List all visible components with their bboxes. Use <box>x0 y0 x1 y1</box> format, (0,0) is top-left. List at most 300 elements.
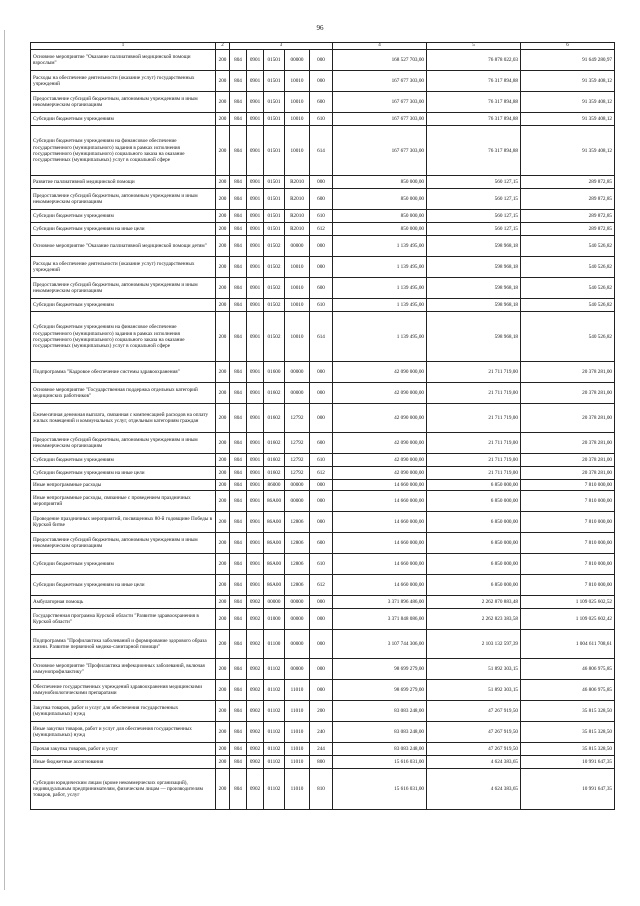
executed-amount: 76 317 894,88 <box>427 113 521 126</box>
direction-code: 00000 <box>285 236 310 257</box>
admin-code: 200 <box>216 722 230 743</box>
remainder-amount: 7 810 000,00 <box>521 533 615 554</box>
section-code: 804 <box>230 512 247 533</box>
direction-code: 10010 <box>285 299 310 312</box>
expense-type-code: 600 <box>310 278 333 299</box>
table-row <box>31 596 615 609</box>
admin-code: 200 <box>216 480 230 491</box>
expense-type-code: 000 <box>310 257 333 278</box>
direction-code: 10010 <box>285 71 310 92</box>
section-code: 804 <box>230 491 247 512</box>
program-code: 01102 <box>264 701 285 722</box>
expense-type-code: 610 <box>310 113 333 126</box>
remainder-amount: 540 526,82 <box>521 236 615 257</box>
executed-amount: 598 968,18 <box>427 278 521 299</box>
remainder-amount: 20 378 281,00 <box>521 467 615 480</box>
direction-code: 00000 <box>285 50 310 71</box>
admin-code: 200 <box>216 659 230 680</box>
subsection-code: 0902 <box>247 769 264 810</box>
admin-code: 200 <box>216 756 230 769</box>
program-code: 01502 <box>264 236 285 257</box>
subsection-code: 0901 <box>247 113 264 126</box>
remainder-amount: 540 526,82 <box>521 312 615 362</box>
direction-code: 11010 <box>285 701 310 722</box>
executed-amount: 2 262 823 383,58 <box>427 609 521 630</box>
expense-type-code: 612 <box>310 467 333 480</box>
admin-code: 200 <box>216 383 230 404</box>
program-code: 01501 <box>264 126 285 176</box>
section-code: 804 <box>230 210 247 223</box>
col-header-5: 5 <box>427 43 521 50</box>
program-code: 01102 <box>264 659 285 680</box>
remainder-amount: 7 810 000,00 <box>521 512 615 533</box>
expense-type-code: 600 <box>310 92 333 113</box>
executed-amount: 2 103 132 597,39 <box>427 630 521 659</box>
subsection-code: 0901 <box>247 210 264 223</box>
remainder-amount: 20 378 281,00 <box>521 383 615 404</box>
section-code: 804 <box>230 278 247 299</box>
remainder-amount: 7 810 000,00 <box>521 491 615 512</box>
budget-table <box>30 42 615 810</box>
col-header-1: 1 <box>31 43 216 50</box>
subsection-code: 0902 <box>247 659 264 680</box>
subsection-code: 0901 <box>247 480 264 491</box>
row-name: Подпрограмма "Профилактика заболеваний и формирование здорового образа жизни. Развитие первичной медико-санитарной помощи" <box>31 630 216 659</box>
section-code: 804 <box>230 176 247 189</box>
remainder-amount: 20 378 281,00 <box>521 362 615 383</box>
page-number: 96 <box>316 24 324 32</box>
table-row <box>31 189 615 210</box>
program-code: 01102 <box>264 722 285 743</box>
direction-code: 11010 <box>285 756 310 769</box>
plan-amount: 83 083 248,00 <box>333 701 427 722</box>
expense-type-code: 000 <box>310 596 333 609</box>
section-code: 804 <box>230 659 247 680</box>
table-row <box>31 756 615 769</box>
plan-amount: 167 677 303,00 <box>333 92 427 113</box>
subsection-code: 0902 <box>247 609 264 630</box>
expense-type-code: 612 <box>310 223 333 236</box>
col-header-6: 6 <box>521 43 615 50</box>
executed-amount: 51 892 303,15 <box>427 680 521 701</box>
program-code: 86А00 <box>264 512 285 533</box>
expense-type-code: 000 <box>310 383 333 404</box>
executed-amount: 6 850 000,00 <box>427 554 521 575</box>
direction-code: 11010 <box>285 743 310 756</box>
direction-code: 12792 <box>285 454 310 467</box>
admin-code: 200 <box>216 236 230 257</box>
program-code: 01602 <box>264 383 285 404</box>
row-name: Закупка товаров, работ и услуг для обеспечения государственных (муниципальных) нужд <box>31 701 216 722</box>
section-code: 804 <box>230 433 247 454</box>
expense-type-code: 000 <box>310 512 333 533</box>
direction-code: 00000 <box>285 362 310 383</box>
expense-type-code: 600 <box>310 533 333 554</box>
direction-code: 12806 <box>285 533 310 554</box>
section-code: 804 <box>230 126 247 176</box>
row-name: Субсидии бюджетным учреждениям на финансовое обеспечение государственного (муниципального) задания в рамках исполнения государственного (муниципального) социального заказа на оказание государственных (муниципальных) услуг в социальной сфере <box>31 312 216 362</box>
row-name: Расходы на обеспечение деятельности (оказание услуг) государственных учреждений <box>31 257 216 278</box>
executed-amount: 598 968,18 <box>427 236 521 257</box>
row-name: Субсидии бюджетным учреждениям <box>31 299 216 312</box>
table-row <box>31 512 615 533</box>
plan-amount: 98 699 279,00 <box>333 659 427 680</box>
direction-code: 10010 <box>285 126 310 176</box>
subsection-code: 0902 <box>247 722 264 743</box>
admin-code: 200 <box>216 491 230 512</box>
admin-code: 200 <box>216 92 230 113</box>
executed-amount: 21 711 719,00 <box>427 362 521 383</box>
table-row <box>31 126 615 176</box>
table-row <box>31 769 615 810</box>
section-code: 804 <box>230 467 247 480</box>
table-row <box>31 467 615 480</box>
admin-code: 200 <box>216 596 230 609</box>
plan-amount: 850 000,00 <box>333 223 427 236</box>
table-row <box>31 278 615 299</box>
expense-type-code: 000 <box>310 50 333 71</box>
section-code: 804 <box>230 630 247 659</box>
expense-type-code: 000 <box>310 680 333 701</box>
expense-type-code: 200 <box>310 701 333 722</box>
table-row <box>31 299 615 312</box>
remainder-amount: 20 378 281,00 <box>521 454 615 467</box>
row-name: Субсидии бюджетным учреждениям <box>31 113 216 126</box>
direction-code: R2010 <box>285 210 310 223</box>
remainder-amount: 7 810 000,00 <box>521 554 615 575</box>
executed-amount: 21 711 719,00 <box>427 404 521 433</box>
subsection-code: 0901 <box>247 454 264 467</box>
program-code: 01501 <box>264 176 285 189</box>
program-code: 86000 <box>264 480 285 491</box>
executed-amount: 21 711 719,00 <box>427 454 521 467</box>
subsection-code: 0901 <box>247 278 264 299</box>
table-row <box>31 236 615 257</box>
col-header-2: 2 <box>216 43 230 50</box>
row-name: Субсидии бюджетным учреждениям на иные цели <box>31 223 216 236</box>
program-code: 86А00 <box>264 554 285 575</box>
plan-amount: 15 616 031,00 <box>333 756 427 769</box>
direction-code: 11010 <box>285 680 310 701</box>
program-code: 01502 <box>264 299 285 312</box>
plan-amount: 42 090 000,00 <box>333 454 427 467</box>
remainder-amount: 35 815 328,50 <box>521 743 615 756</box>
plan-amount: 42 090 000,00 <box>333 404 427 433</box>
direction-code: 12792 <box>285 433 310 454</box>
program-code: 01501 <box>264 50 285 71</box>
section-code: 804 <box>230 236 247 257</box>
executed-amount: 6 850 000,00 <box>427 533 521 554</box>
section-code: 804 <box>230 680 247 701</box>
expense-type-code: 614 <box>310 126 333 176</box>
admin-code: 200 <box>216 630 230 659</box>
expense-type-code: 600 <box>310 433 333 454</box>
row-name: Проведение праздничных мероприятий, посвященных 80-й годовщине Победы в Курской битве <box>31 512 216 533</box>
program-code: 86А00 <box>264 575 285 596</box>
table-row <box>31 680 615 701</box>
remainder-amount: 91 649 280,97 <box>521 50 615 71</box>
row-name: Подпрограмма "Кадровое обеспечение системы здравоохранения" <box>31 362 216 383</box>
section-code: 804 <box>230 113 247 126</box>
program-code: 01602 <box>264 433 285 454</box>
remainder-amount: 91 359 408,12 <box>521 113 615 126</box>
admin-code: 200 <box>216 176 230 189</box>
table-row <box>31 743 615 756</box>
executed-amount: 6 850 000,00 <box>427 575 521 596</box>
plan-amount: 167 677 303,00 <box>333 113 427 126</box>
remainder-amount: 540 526,82 <box>521 257 615 278</box>
section-code: 804 <box>230 480 247 491</box>
direction-code: 00000 <box>285 659 310 680</box>
row-name: Ежемесячная денежная выплата, связанная с компенсацией расходов на оплату жилых помещений и коммунальных услуг, отдельным категориям граждан <box>31 404 216 433</box>
expense-type-code: 000 <box>310 659 333 680</box>
col-header-3: 3 <box>230 43 333 50</box>
direction-code: 12806 <box>285 554 310 575</box>
direction-code: 00000 <box>285 630 310 659</box>
subsection-code: 0902 <box>247 756 264 769</box>
admin-code: 200 <box>216 299 230 312</box>
direction-code: R2010 <box>285 223 310 236</box>
section-code: 804 <box>230 299 247 312</box>
plan-amount: 14 660 000,00 <box>333 575 427 596</box>
subsection-code: 0901 <box>247 512 264 533</box>
direction-code: 00000 <box>285 609 310 630</box>
expense-type-code: 800 <box>310 756 333 769</box>
direction-code: R2010 <box>285 189 310 210</box>
program-code: 86А00 <box>264 533 285 554</box>
program-code: 01502 <box>264 312 285 362</box>
row-name: Обеспечение государственных учреждений здравоохранения медицинскими иммунобиологическими препаратами <box>31 680 216 701</box>
remainder-amount: 1 109 025 602,52 <box>521 596 615 609</box>
plan-amount: 850 000,00 <box>333 189 427 210</box>
executed-amount: 2 262 870 883,48 <box>427 596 521 609</box>
executed-amount: 21 711 719,00 <box>427 433 521 454</box>
remainder-amount: 91 359 408,12 <box>521 71 615 92</box>
subsection-code: 0901 <box>247 223 264 236</box>
plan-amount: 42 090 000,00 <box>333 467 427 480</box>
expense-type-code: 240 <box>310 722 333 743</box>
admin-code: 200 <box>216 701 230 722</box>
expense-type-code: 610 <box>310 454 333 467</box>
direction-code: 12806 <box>285 575 310 596</box>
subsection-code: 0901 <box>247 312 264 362</box>
executed-amount: 560 127,15 <box>427 210 521 223</box>
remainder-amount: 46 806 975,85 <box>521 680 615 701</box>
section-code: 804 <box>230 769 247 810</box>
subsection-code: 0901 <box>247 575 264 596</box>
program-code: 01501 <box>264 71 285 92</box>
section-code: 804 <box>230 189 247 210</box>
remainder-amount: 46 806 975,85 <box>521 659 615 680</box>
subsection-code: 0901 <box>247 257 264 278</box>
expense-type-code: 244 <box>310 743 333 756</box>
plan-amount: 42 090 000,00 <box>333 433 427 454</box>
direction-code: 00000 <box>285 491 310 512</box>
program-code: 01502 <box>264 257 285 278</box>
program-code: 01000 <box>264 609 285 630</box>
executed-amount: 76 317 894,88 <box>427 92 521 113</box>
row-name: Иные закупки товаров, работ и услуг для обеспечения государственных (муниципальных) нужд <box>31 722 216 743</box>
plan-amount: 14 660 000,00 <box>333 480 427 491</box>
table-row <box>31 701 615 722</box>
direction-code: 10010 <box>285 92 310 113</box>
plan-amount: 14 660 000,00 <box>333 533 427 554</box>
expense-type-code: 000 <box>310 236 333 257</box>
admin-code: 200 <box>216 533 230 554</box>
table-row <box>31 210 615 223</box>
section-code: 804 <box>230 575 247 596</box>
plan-amount: 850 000,00 <box>333 210 427 223</box>
expense-type-code: 000 <box>310 630 333 659</box>
plan-amount: 3 371 896 486,00 <box>333 596 427 609</box>
subsection-code: 0901 <box>247 92 264 113</box>
table-row <box>31 609 615 630</box>
section-code: 804 <box>230 722 247 743</box>
table-row <box>31 71 615 92</box>
section-code: 804 <box>230 257 247 278</box>
remainder-amount: 289 872,85 <box>521 210 615 223</box>
plan-amount: 3 371 848 086,00 <box>333 609 427 630</box>
subsection-code: 0901 <box>247 433 264 454</box>
subsection-code: 0902 <box>247 596 264 609</box>
table-row <box>31 113 615 126</box>
plan-amount: 168 527 703,00 <box>333 50 427 71</box>
remainder-amount: 35 815 328,50 <box>521 722 615 743</box>
admin-code: 200 <box>216 278 230 299</box>
header-row <box>31 43 615 50</box>
table-row <box>31 480 615 491</box>
section-code: 804 <box>230 756 247 769</box>
direction-code: 10010 <box>285 278 310 299</box>
section-code: 804 <box>230 50 247 71</box>
expense-type-code: 000 <box>310 362 333 383</box>
executed-amount: 560 127,15 <box>427 189 521 210</box>
section-code: 804 <box>230 554 247 575</box>
row-name: Основное мероприятие "Профилактика инфекционных заболеваний, включая иммунопрофилактику" <box>31 659 216 680</box>
subsection-code: 0902 <box>247 743 264 756</box>
executed-amount: 51 892 303,15 <box>427 659 521 680</box>
table-row <box>31 630 615 659</box>
table-row <box>31 383 615 404</box>
executed-amount: 560 127,15 <box>427 176 521 189</box>
executed-amount: 76 317 894,88 <box>427 126 521 176</box>
direction-code: 10010 <box>285 113 310 126</box>
page-edge-line <box>4 30 5 890</box>
admin-code: 200 <box>216 609 230 630</box>
admin-code: 200 <box>216 126 230 176</box>
expense-type-code: 000 <box>310 71 333 92</box>
admin-code: 200 <box>216 362 230 383</box>
subsection-code: 0901 <box>247 362 264 383</box>
admin-code: 200 <box>216 454 230 467</box>
plan-amount: 3 107 744 306,00 <box>333 630 427 659</box>
section-code: 804 <box>230 92 247 113</box>
subsection-code: 0901 <box>247 404 264 433</box>
expense-type-code: 000 <box>310 480 333 491</box>
admin-code: 200 <box>216 50 230 71</box>
table-row <box>31 50 615 71</box>
program-code: 01102 <box>264 756 285 769</box>
row-name: Развитие паллиативной медицинской помощи <box>31 176 216 189</box>
remainder-amount: 7 810 000,00 <box>521 575 615 596</box>
admin-code: 200 <box>216 680 230 701</box>
subsection-code: 0901 <box>247 176 264 189</box>
plan-amount: 15 616 031,00 <box>333 769 427 810</box>
direction-code: 00000 <box>285 383 310 404</box>
plan-amount: 850 000,00 <box>333 176 427 189</box>
direction-code: 11010 <box>285 722 310 743</box>
subsection-code: 0901 <box>247 71 264 92</box>
section-code: 804 <box>230 71 247 92</box>
remainder-amount: 91 359 408,12 <box>521 92 615 113</box>
remainder-amount: 540 526,82 <box>521 299 615 312</box>
section-code: 804 <box>230 223 247 236</box>
table-row <box>31 722 615 743</box>
expense-type-code: 610 <box>310 554 333 575</box>
admin-code: 200 <box>216 554 230 575</box>
admin-code: 200 <box>216 575 230 596</box>
plan-amount: 1 139 495,00 <box>333 278 427 299</box>
program-code: 01100 <box>264 630 285 659</box>
row-name: Прочая закупка товаров, работ и услуг <box>31 743 216 756</box>
program-code: 01602 <box>264 454 285 467</box>
expense-type-code: 000 <box>310 176 333 189</box>
executed-amount: 6 850 000,00 <box>427 512 521 533</box>
program-code: 00000 <box>264 596 285 609</box>
executed-amount: 76 317 894,88 <box>427 71 521 92</box>
program-code: 01502 <box>264 278 285 299</box>
table-row <box>31 404 615 433</box>
row-name: Предоставление субсидий бюджетным, автономным учреждениям и иным некоммерческим организациям <box>31 433 216 454</box>
plan-amount: 42 090 000,00 <box>333 362 427 383</box>
plan-amount: 83 083 248,00 <box>333 743 427 756</box>
expense-type-code: 810 <box>310 769 333 810</box>
row-name: Субсидии бюджетным учреждениям <box>31 554 216 575</box>
executed-amount: 598 968,18 <box>427 257 521 278</box>
table-row <box>31 312 615 362</box>
col-header-4: 4 <box>333 43 427 50</box>
row-name: Предоставление субсидий бюджетным, автономным учреждениям и иным некоммерческим организациям <box>31 533 216 554</box>
program-code: 01600 <box>264 362 285 383</box>
row-name: Иные бюджетные ассигнования <box>31 756 216 769</box>
row-name: Расходы на обеспечение деятельности (оказание услуг) государственных учреждений <box>31 71 216 92</box>
remainder-amount: 289 872,85 <box>521 176 615 189</box>
remainder-amount: 35 815 328,50 <box>521 701 615 722</box>
subsection-code: 0901 <box>247 50 264 71</box>
admin-code: 200 <box>216 189 230 210</box>
section-code: 804 <box>230 383 247 404</box>
row-name: Субсидии бюджетным учреждениям на иные цели <box>31 575 216 596</box>
program-code: 01102 <box>264 743 285 756</box>
executed-amount: 47 267 919,50 <box>427 743 521 756</box>
subsection-code: 0901 <box>247 189 264 210</box>
admin-code: 200 <box>216 467 230 480</box>
table-row <box>31 257 615 278</box>
executed-amount: 21 711 719,00 <box>427 383 521 404</box>
row-name: Основное мероприятие "Оказание паллиативной медицинской помощи детям" <box>31 236 216 257</box>
subsection-code: 0901 <box>247 533 264 554</box>
executed-amount: 21 711 719,00 <box>427 467 521 480</box>
row-name: Предоставление субсидий бюджетным, автономным учреждениям и иным некоммерческим организациям <box>31 92 216 113</box>
subsection-code: 0901 <box>247 554 264 575</box>
section-code: 804 <box>230 596 247 609</box>
remainder-amount: 20 378 281,00 <box>521 404 615 433</box>
remainder-amount: 7 810 000,00 <box>521 480 615 491</box>
remainder-amount: 289 872,85 <box>521 189 615 210</box>
table-row <box>31 659 615 680</box>
table-row <box>31 491 615 512</box>
admin-code: 200 <box>216 433 230 454</box>
